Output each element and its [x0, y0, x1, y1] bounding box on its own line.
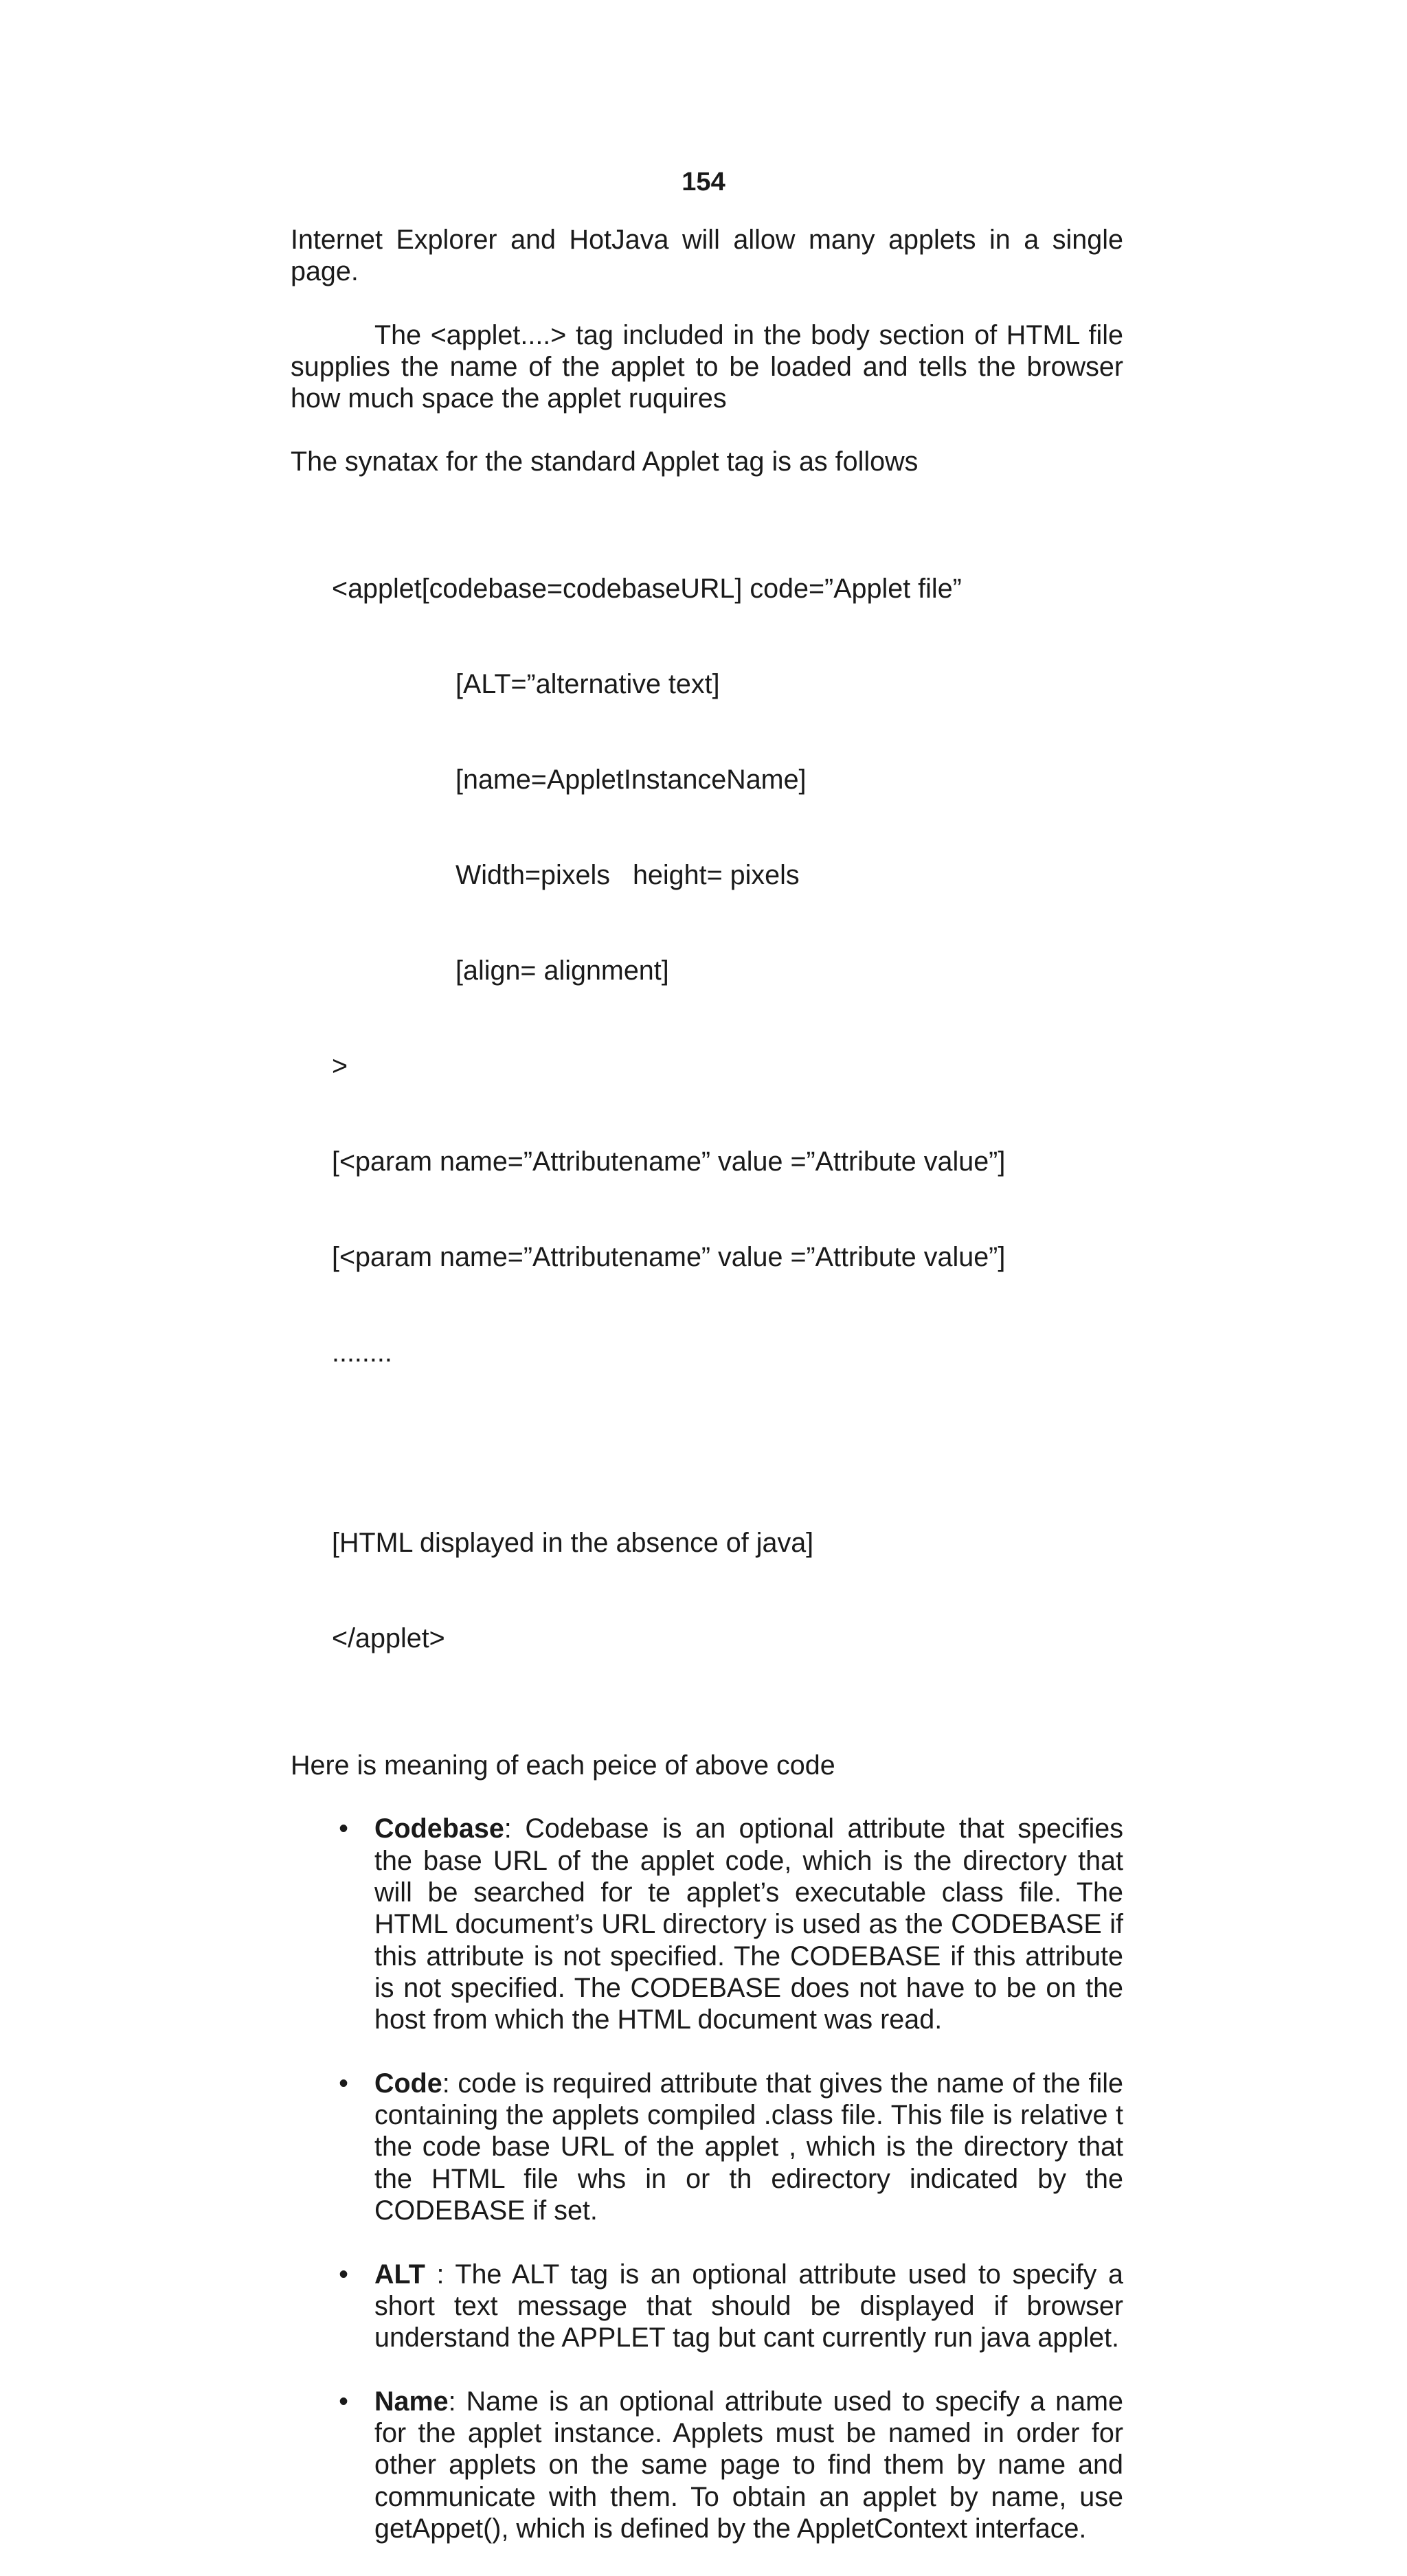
- syntax-intro-paragraph: The synatax for the standard Applet tag is as follows: [291, 447, 919, 477]
- attribute-term: Name: [374, 2386, 449, 2417]
- attribute-description: : The ALT tag is an optional attribute used to specify a short text message that should be displayed if browser understand the APPLET tag but cant currently run java applet.: [374, 2259, 1123, 2353]
- page-number: 154: [682, 168, 725, 196]
- list-item: [291, 1813, 1123, 2035]
- attribute-description: : code is required attribute that gives the name of the file containing the applets compiled .class file. This file is relative t the code base URL of the applet , which is the directory that the HTML file whs in or th edirectory indicated by the CODEBASE if set.: [374, 2068, 1123, 2226]
- code-line: Width=pixels height= pixels: [455, 860, 800, 891]
- attribute-term: Codebase: [374, 1814, 504, 1844]
- list-item: [291, 2259, 1123, 2354]
- attribute-description: : Name is an optional attribute used to specify a name for the applet instance. Applets must be named in order for other applets on the same page to find them by name and communicate with them. To obtain an applet by name, use getAppet(), which is defined by the AppletContext interface.: [374, 2386, 1123, 2544]
- code-line: <applet[codebase=codebaseURL] code=”Applet file”: [332, 574, 962, 605]
- code-line: [ALT=”alternative text]: [455, 669, 720, 700]
- attribute-list: [291, 1813, 1123, 2544]
- applet-tag-paragraph: The <applet....> tag included in the body section of HTML file supplies the name of the applet to be loaded and tells the browser how much space the applet ruquires: [291, 319, 1123, 414]
- attribute-description: : Codebase is an optional attribute that specifies the base URL of the applet code, which is the directory that will be searched for te applet’s executable class file. The HTML document’s URL directory is used as the CODEBASE if this attribute is not specified. The CODEBASE if this attribute is not specified. The CODEBASE does not have to be on the host from which the HTML document was read.: [374, 1814, 1123, 2035]
- code-line: [align= alignment]: [455, 955, 669, 986]
- meaning-intro-paragraph: Here is meaning of each peice of above code: [291, 1750, 835, 1781]
- bullet-icon: •: [339, 1814, 348, 1844]
- code-line: [name=AppletInstanceName]: [455, 765, 807, 795]
- code-line: >: [332, 1050, 348, 1081]
- code-line: </applet>: [332, 1623, 445, 1654]
- code-line: [<param name=”Attributename” value =”Attribute value”]: [332, 1241, 1006, 1272]
- list-item: [291, 2386, 1123, 2544]
- code-line: [<param name=”Attributename” value =”Attribute value”]: [332, 1146, 1006, 1177]
- list-item: [291, 2068, 1123, 2226]
- attribute-term: Code: [374, 2068, 442, 2099]
- bullet-icon: •: [339, 2259, 348, 2290]
- applet-syntax-code: [332, 510, 1123, 1718]
- code-line: ........: [332, 1337, 392, 1368]
- intro-paragraph: Internet Explorer and HotJava will allow many applets in a single page.: [291, 225, 1123, 287]
- code-line: [HTML displayed in the absence of java]: [332, 1528, 814, 1559]
- bullet-icon: •: [339, 2068, 348, 2099]
- bullet-icon: •: [339, 2386, 348, 2417]
- body-text: [291, 224, 1123, 2576]
- attribute-term: ALT: [374, 2259, 425, 2290]
- code-spacer: [332, 1432, 1123, 1463]
